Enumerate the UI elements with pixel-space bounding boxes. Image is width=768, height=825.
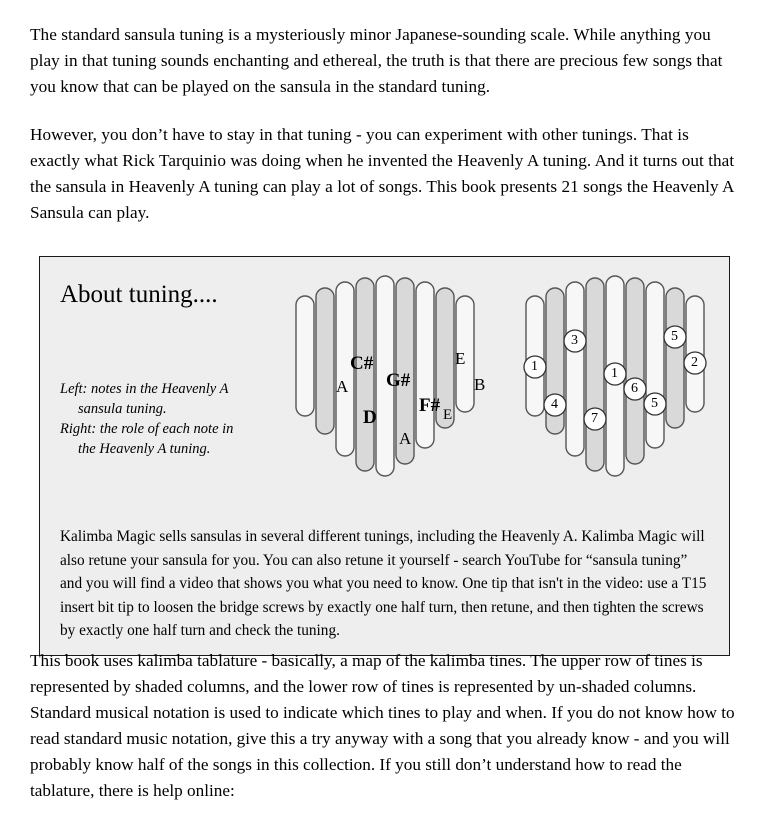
note-label-gsharp: G# — [386, 370, 411, 391]
about-tuning-box — [39, 256, 730, 656]
note-label-e-inner: E — [443, 407, 453, 423]
degree-label-1-low: 1 — [531, 359, 538, 374]
degree-label-2: 2 — [691, 355, 698, 370]
degree-label-5-inner: 5 — [651, 396, 658, 411]
degree-label-1-high: 1 — [611, 366, 618, 381]
intro-paragraph-1: The standard sansula tuning is a mysteriously minor Japanese-sounding scale. While anything you play in that tuning sounds enchanting and ethereal, the truth is that there are precious few songs that you know that can be played on the sansula in the standard tuning. — [30, 25, 723, 96]
degree-label-6: 6 — [631, 381, 638, 396]
note-label-e-outer: E — [455, 349, 466, 368]
diagram-legend — [60, 379, 290, 459]
closing-paragraph: This book uses kalimba tablature - basically, a map of the kalimba tines. The upper row of tines is represented by shaded columns, and the lower row of tines is represented by un-shaded columns. Standard musical notation is used to indicate which tines to play and when. If you do not know how to read standard music notation, give this a try anyway with a song that you already know - and you will probably know half of the songs in this collection. If you still don’t understand how to read the tablature, there is help online: — [30, 651, 735, 800]
legend-line-4: the Heavenly A tuning. — [78, 441, 211, 457]
note-label-b: B — [474, 375, 486, 394]
kalimba-diagram-degrees — [518, 267, 718, 497]
degree-label-5-outer: 5 — [671, 329, 678, 344]
note-label-a-high: A — [399, 429, 412, 448]
note-label-fsharp: F# — [419, 395, 441, 416]
tuning-note-paragraph: Kalimba Magic sells sansulas in several different tunings, including the Heavenly A. Kalimba Magic will also retune your sansula for you. You can also retune it yourself - search YouTube for “sansula tuning” and you will find a video that shows you what you need to know. One tip that isn't in the video: use a T15 insert bit tip to loosen the bridge screws by exactly one half turn, then retune, and then tighten the screws by exactly one half turn and check the tuning. — [60, 528, 707, 640]
legend-line-2: sansula tuning. — [78, 401, 167, 417]
legend-line-1: Left: notes in the Heavenly A — [60, 381, 229, 397]
kalimba-diagram-notes — [288, 267, 488, 497]
note-label-a-low: A — [336, 377, 349, 396]
about-tuning-title: About tuning.... — [60, 281, 218, 308]
intro-paragraph-2: However, you don’t have to stay in that tuning - you can experiment with other tunings. That is exactly what Rick Tarquinio was doing when he invented the Heavenly A tuning. And it turns out that the sansula in Heavenly A tuning can play a lot of songs. This book presents 21 songs the Heavenly A Sansula can play. — [30, 125, 735, 222]
note-label-d: D — [363, 407, 377, 428]
degree-label-4: 4 — [551, 397, 558, 412]
note-label-csharp: C# — [350, 353, 374, 374]
degree-label-7: 7 — [591, 411, 598, 426]
degree-label-3: 3 — [571, 333, 578, 348]
legend-line-3: Right: the role of each note in — [60, 421, 234, 437]
